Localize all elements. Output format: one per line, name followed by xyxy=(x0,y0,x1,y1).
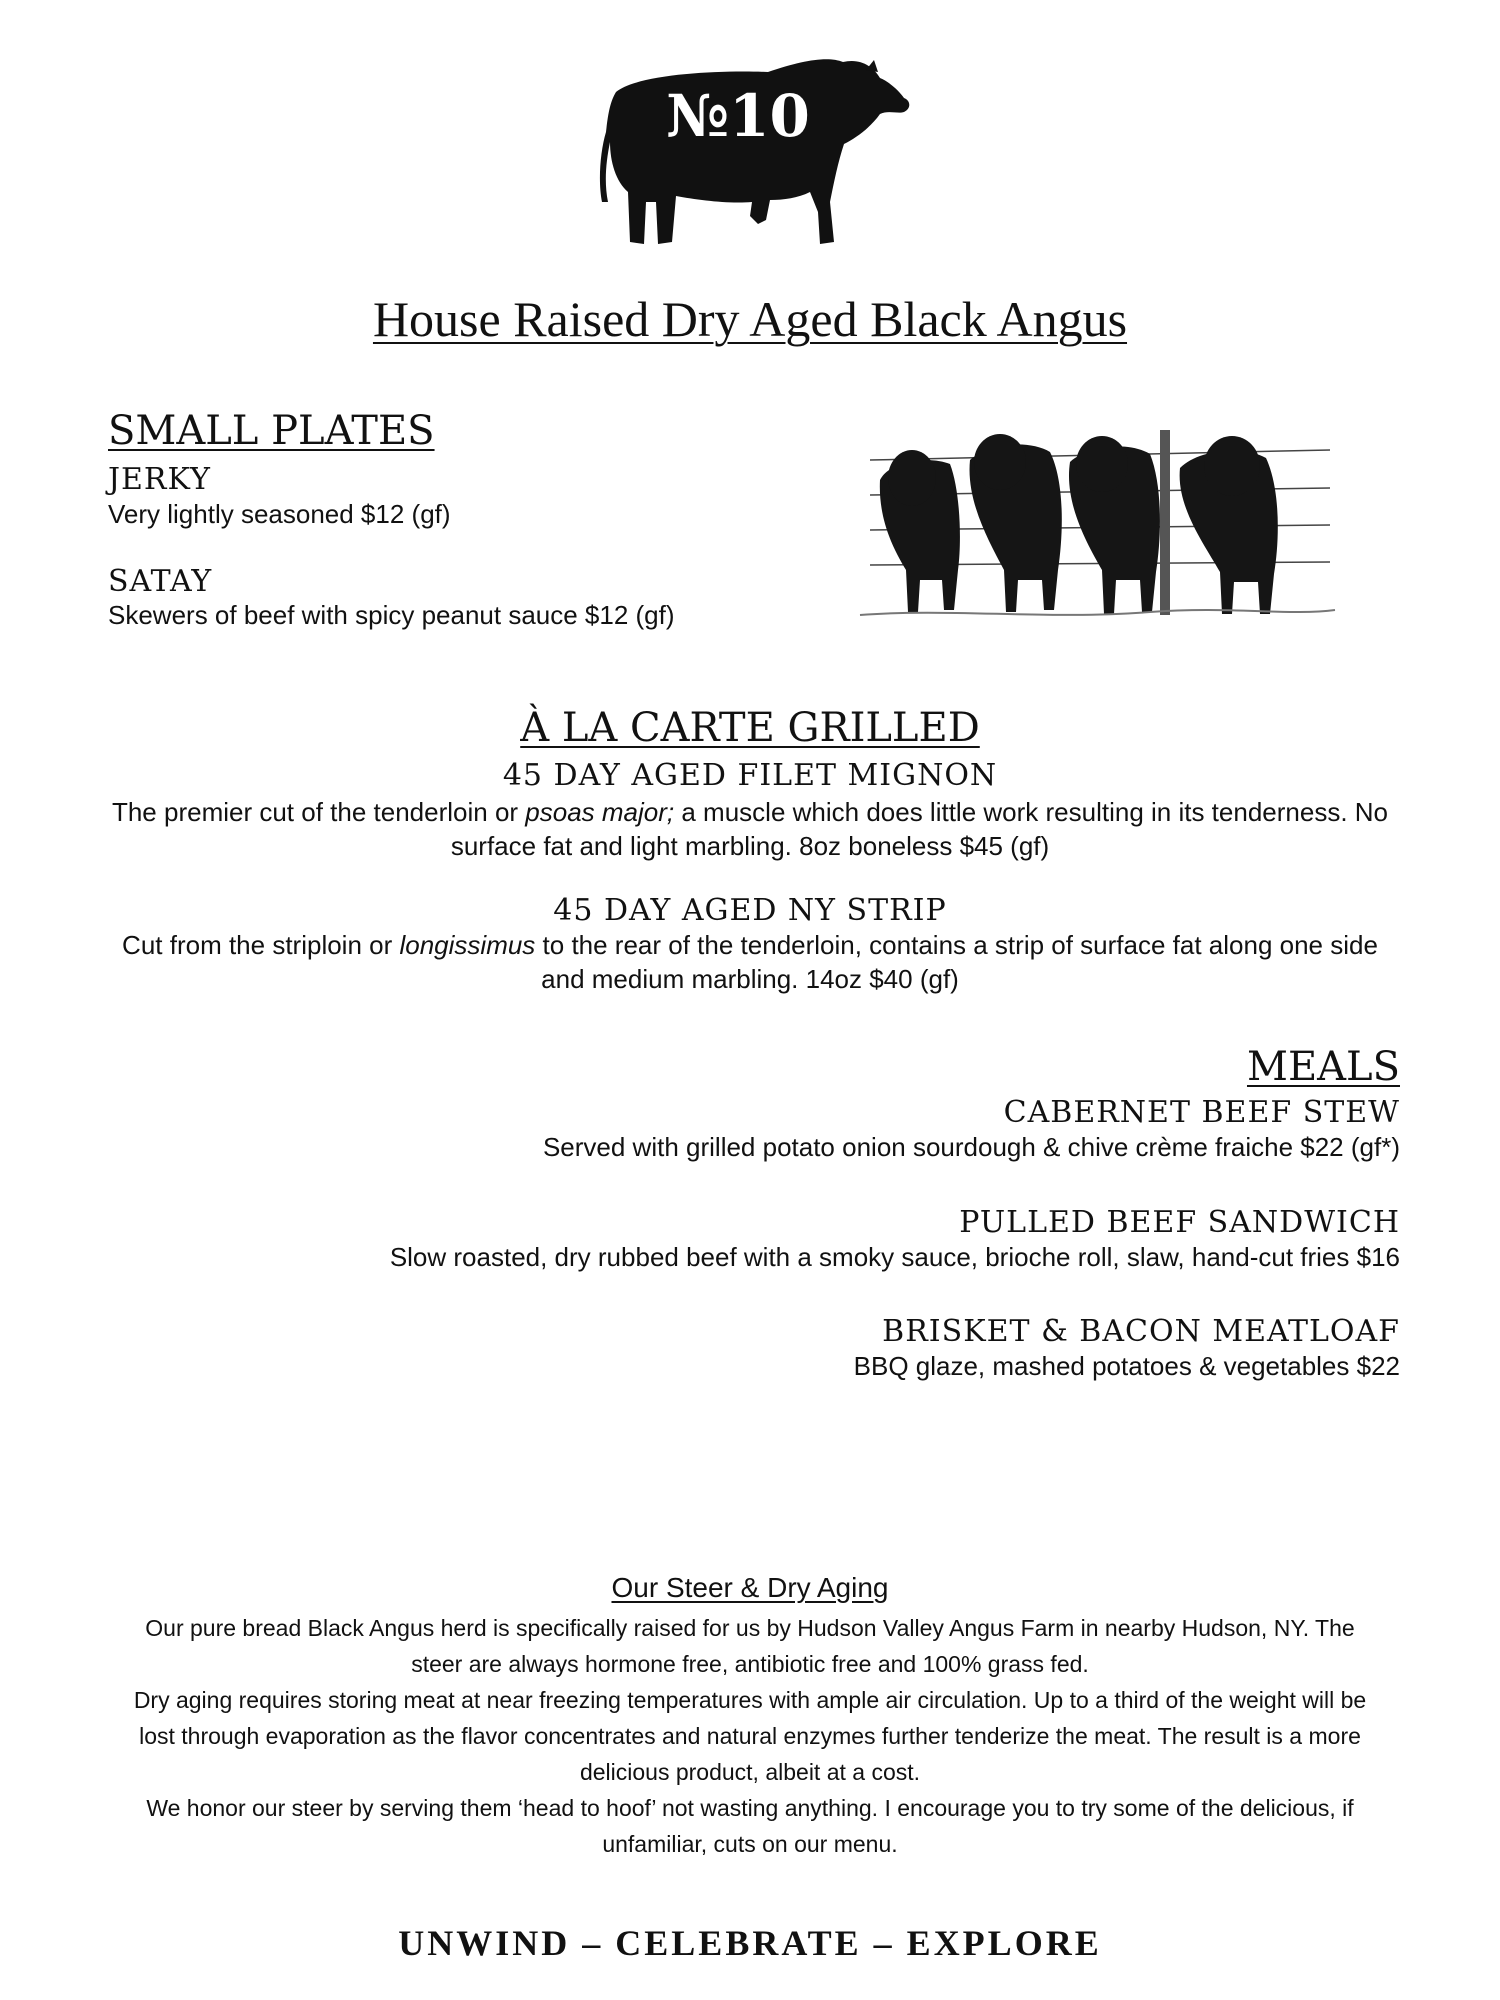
jerky-description: Very lightly seasoned $12 (gf) xyxy=(108,499,451,529)
ny-strip-name: 45 DAY AGED NY STRIP xyxy=(553,893,947,928)
footer-title: Our Steer & Dry Aging xyxy=(611,1572,889,1603)
bull-logo xyxy=(598,52,928,257)
satay-name: SATAY xyxy=(108,564,213,599)
beef-stew-name: CABERNET BEEF STEW xyxy=(1003,1095,1400,1130)
page-title: House Raised Dry Aged Black Angus xyxy=(372,291,1128,347)
footer-paragraph-3: We honor our steer by serving them ‘head to hoof’ not wasting anything. I encourage you to try some of the delicious, if unfamiliar, cuts on our menu. xyxy=(146,1795,1354,1857)
meatloaf-name: BRISKET & BACON MEATLOAF xyxy=(882,1314,1400,1349)
filet-mignon-name: 45 DAY AGED FILET MIGNON xyxy=(502,758,998,793)
logo-number: №10 xyxy=(666,82,810,150)
satay-description: Skewers of beef with spicy peanut sauce $12 (gf) xyxy=(108,600,675,630)
small-plates-heading: SMALL PLATES xyxy=(108,408,435,454)
footer-paragraph-1: Our pure bread Black Angus herd is specifically raised for us by Hudson Valley Angus Farm in nearby Hudson, NY. The steer are always hormone free, antibiotic free and 100% grass fed. xyxy=(145,1615,1355,1677)
a-la-carte-heading: À LA CARTE GRILLED xyxy=(520,705,980,751)
steer-aging-info xyxy=(120,1572,1380,1862)
jerky-name: JERKY xyxy=(108,462,211,497)
meatloaf-description: BBQ glaze, mashed potatoes & vegetables $22 xyxy=(853,1351,1400,1381)
pulled-beef-name: PULLED BEEF SANDWICH xyxy=(959,1205,1400,1240)
beef-stew-description: Served with grilled potato onion sourdough & chive crème fraiche $22 (gf*) xyxy=(542,1132,1400,1162)
cattle-illustration xyxy=(850,420,1340,630)
tagline: UNWIND – CELEBRATE – EXPLORE xyxy=(398,1923,1102,1963)
ny-strip-description: Cut from the striploin or longissimus to the rear of the tenderloin, contains a strip of surface fat along one side and medium marbling. 14oz $40 (gf) xyxy=(122,930,1378,994)
filet-mignon-description: The premier cut of the tenderloin or psoas major; a muscle which does little work resulting in its tenderness. No surface fat and light marbling. 8oz boneless $45 (gf) xyxy=(111,797,1389,861)
meals-heading: MEALS xyxy=(1246,1044,1400,1090)
pulled-beef-description: Slow roasted, dry rubbed beef with a smoky sauce, brioche roll, slaw, hand-cut fries $16 xyxy=(389,1242,1400,1272)
footer-paragraph-2: Dry aging requires storing meat at near freezing temperatures with ample air circulation. Up to a third of the weight will be lost through evaporation as the flavor concentrates and natural enzymes further tenderize the meat. The result is a more delicious product, albeit at a cost. xyxy=(133,1687,1367,1785)
cattle-herd-icon xyxy=(850,420,1340,630)
